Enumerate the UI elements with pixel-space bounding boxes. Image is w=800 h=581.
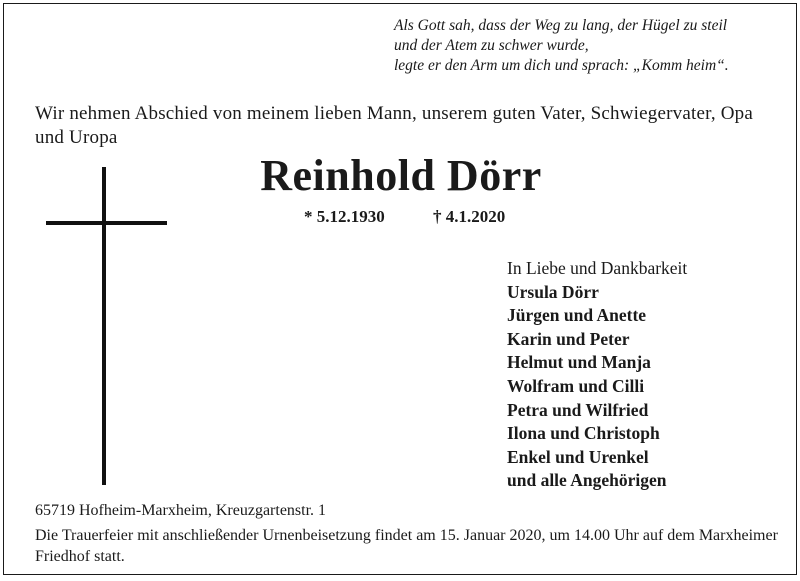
funeral-info: Die Trauerfeier mit anschließender Urnenbeisetzung findet am 15. Januar 2020, um 14.00 Uhr auf dem Marxheimer Friedhof statt. [35, 527, 778, 565]
quote-line: Als Gott sah, dass der Weg zu lang, der Hügel zu steil [394, 17, 728, 34]
mourner-name: Petra und Wilfried [507, 399, 649, 420]
death-date: † 4.1.2020 [433, 207, 506, 226]
mourner-name: Wolfram und Cilli [507, 375, 645, 396]
farewell-intro: Wir nehmen Abschied von meinem lieben Mann, unserem guten Vater, Schwiegervater, Opa und Uropa [35, 103, 754, 148]
mourners-list [507, 257, 687, 493]
mourner-name: Enkel und Urenkel [507, 446, 649, 467]
cross-horizontal-bar [46, 221, 167, 225]
mourner-name: Helmut und Manja [507, 352, 651, 373]
mourners-lead: In Liebe und Dankbarkeit [507, 258, 688, 278]
cross-vertical-bar [102, 167, 106, 485]
obituary-notice [3, 3, 797, 575]
mourner-name: Jürgen und Anette [507, 305, 647, 326]
mourner-name: Karin und Peter [507, 328, 630, 349]
mourner-name: Ilona und Christoph [507, 423, 660, 444]
deceased-name: Reinhold Dörr [260, 151, 542, 200]
life-dates [304, 207, 505, 227]
epitaph-quote [394, 16, 794, 76]
quote-line: legte er den Arm um dich und sprach: „Komm heim“. [394, 57, 729, 74]
quote-line: und der Atem zu schwer wurde, [394, 37, 589, 54]
birth-date: * 5.12.1930 [304, 207, 385, 226]
family-address: 65719 Hofheim-Marxheim, Kreuzgartenstr. 1 [35, 502, 327, 519]
mourner-name: und alle Angehörigen [507, 470, 667, 491]
mourner-name: Ursula Dörr [507, 281, 599, 302]
